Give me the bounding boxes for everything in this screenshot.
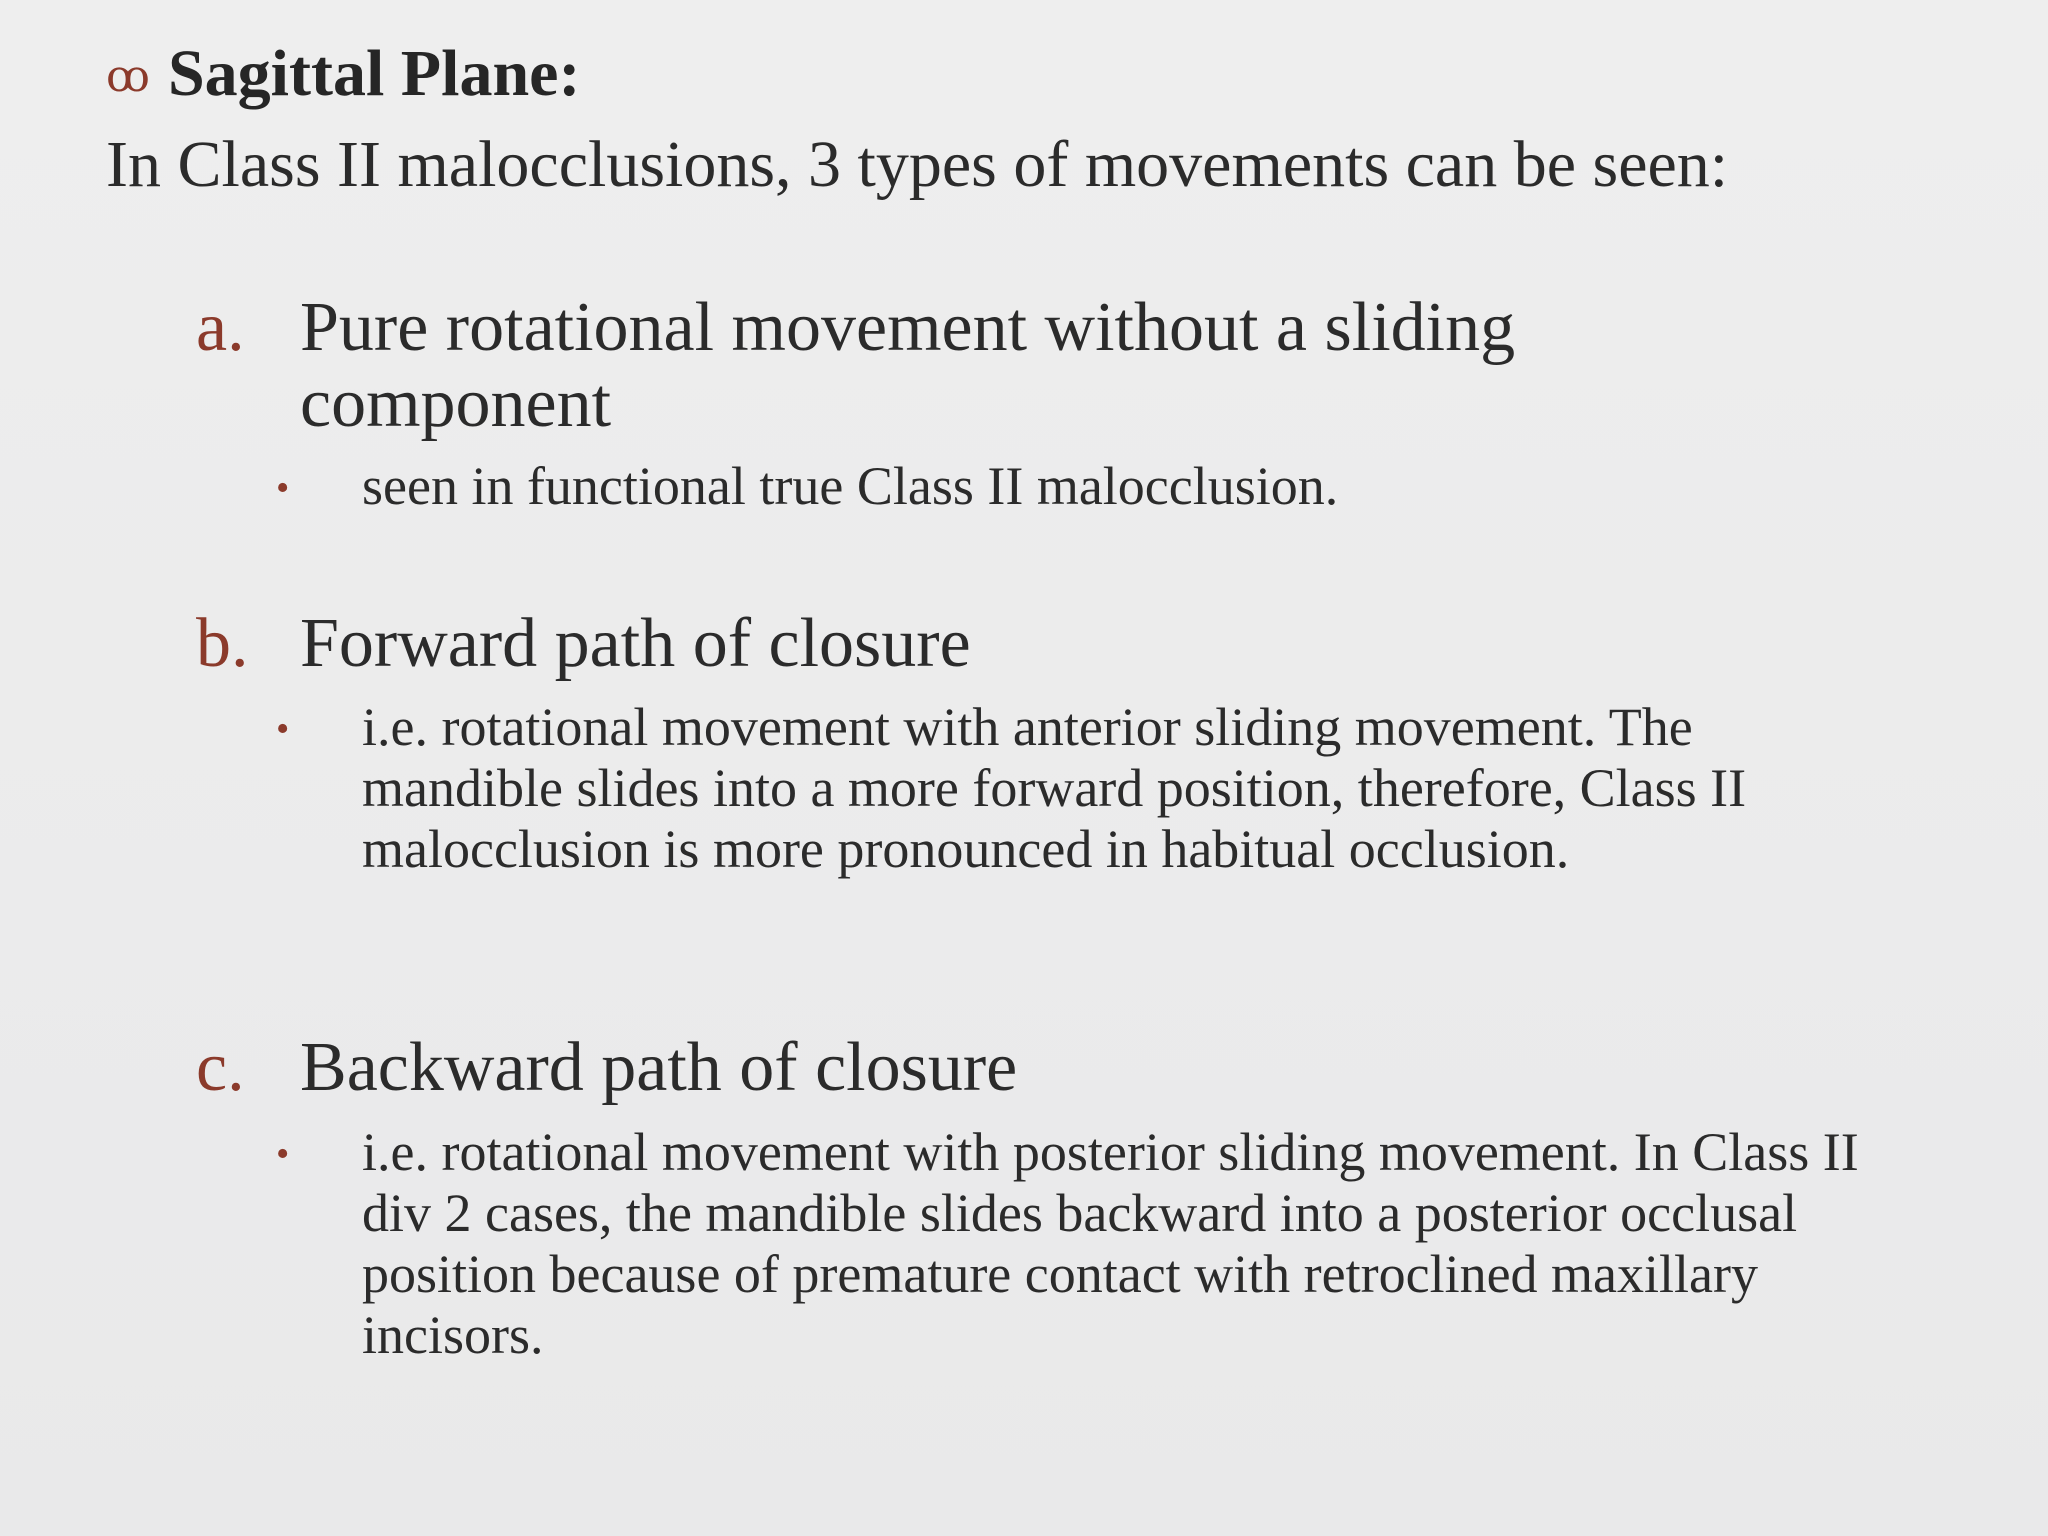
item-text: Forward path of closure: [300, 605, 971, 682]
list-item-c: [196, 1030, 1760, 1106]
list-item-b: [196, 606, 1760, 682]
bullet-item-c: [276, 1122, 1902, 1366]
heading-text: Sagittal Plane:: [167, 37, 581, 110]
list-item-a: [196, 290, 1760, 442]
bullet-text: seen in functional true Class II malocclusion.: [362, 456, 1339, 516]
item-text: Pure rotational movement without a sliding component: [300, 289, 1516, 442]
item-marker: c.: [196, 1029, 245, 1106]
section-heading: [106, 36, 580, 112]
item-text: Backward path of closure: [300, 1029, 1018, 1106]
intro-paragraph: In Class II malocclusions, 3 types of movements can be seen:: [106, 128, 1729, 201]
bullet-icon: •: [276, 467, 290, 509]
bullet-item-b: [276, 697, 1902, 880]
ornament-icon: ꝏ: [106, 51, 150, 102]
item-marker: a.: [196, 289, 245, 366]
bullet-text: i.e. rotational movement with anterior sliding movement. The mandible slides into a more forward position, therefore, Class II malocclusion is more pronounced in habitual occlusion.: [362, 697, 1747, 879]
bullet-icon: •: [276, 708, 290, 750]
bullet-text: i.e. rotational movement with posterior sliding movement. In Class II div 2 cases, the mandible slides backward into a posterior occlusal position because of premature contact with retroclined maxillary incisors.: [362, 1122, 1859, 1365]
bullet-icon: •: [276, 1133, 290, 1175]
bullet-item-a: [276, 456, 1902, 517]
item-marker: b.: [196, 605, 249, 682]
